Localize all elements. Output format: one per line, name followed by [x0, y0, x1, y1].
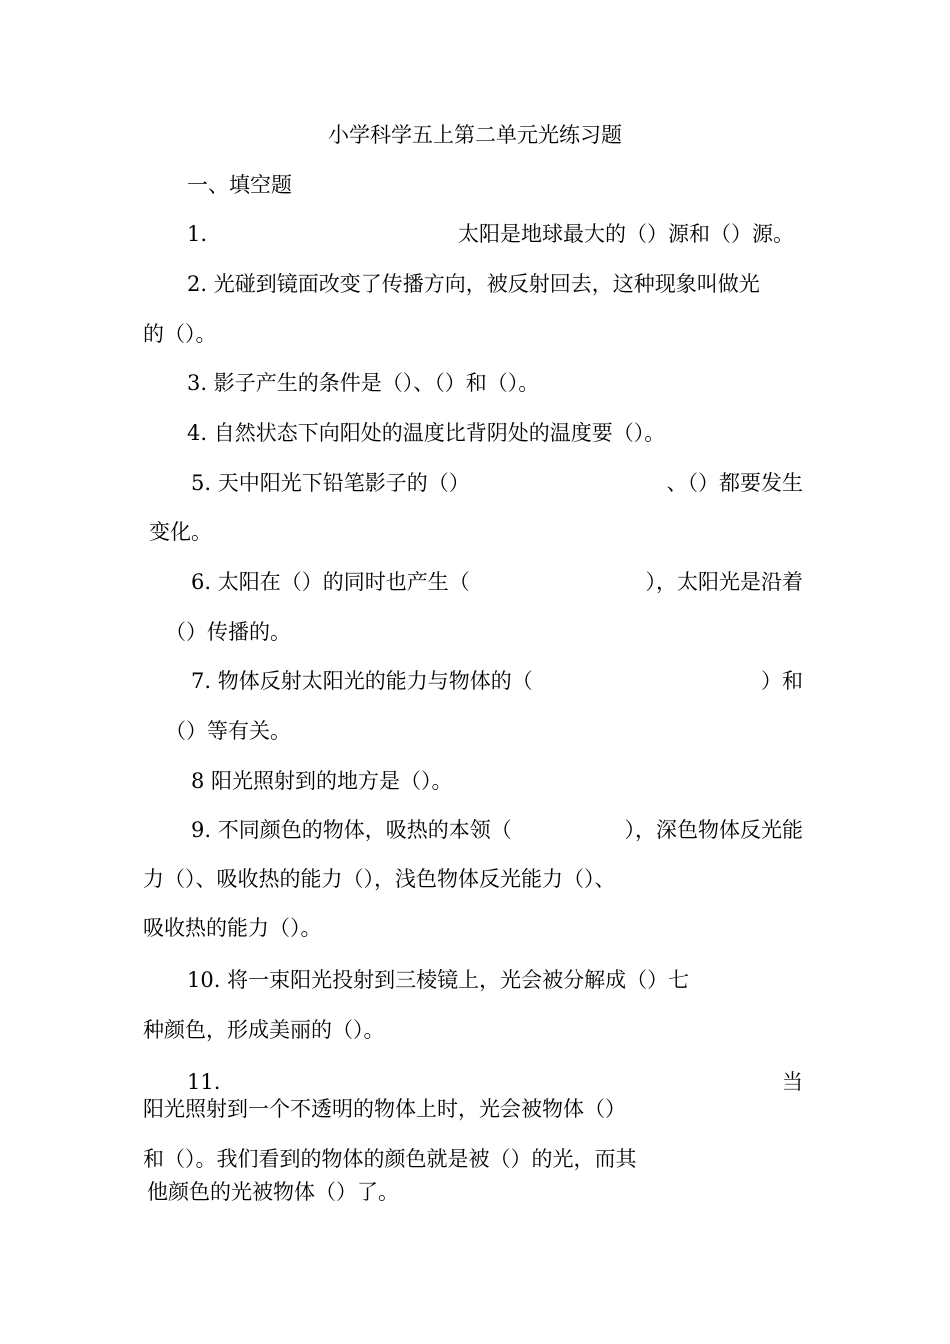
page-title: 小学科学五上第二单元光练习题	[328, 123, 622, 147]
question-9-line-1	[191, 816, 803, 844]
question-6-line-1	[191, 568, 803, 596]
question-11-line-3: 和（）。我们看到的物体的颜色就是被（）的光，而其	[143, 1147, 637, 1171]
question-5-line-1	[191, 469, 803, 497]
question-11-line-4: 他颜色的光被物体（）了。	[147, 1180, 399, 1204]
question-5-part-2: 、（）都要发生	[666, 471, 803, 495]
question-2-line-2: 的（）。	[143, 322, 217, 346]
question-9-line-3: 吸收热的能力（）。	[143, 916, 322, 940]
question-6-part-2: ），太阳光是沿着	[645, 570, 803, 594]
question-7-line-1	[191, 667, 803, 695]
question-9-line-2: 力（）、吸收热的能力（），浅色物体反光能力（）、	[143, 867, 616, 891]
question-11-number: 11.	[187, 1070, 221, 1094]
question-10-line-2: 种颜色，形成美丽的（）。	[143, 1018, 385, 1042]
question-11-tail: 当	[782, 1070, 803, 1094]
question-11-line-1	[187, 1068, 803, 1096]
question-9-part-1: 9. 不同颜色的物体，吸热的本领（	[191, 818, 512, 842]
question-1-number: 1.	[187, 222, 208, 246]
question-6-line-2: （）传播的。	[165, 620, 291, 644]
question-6-part-1: 6. 太阳在（）的同时也产生（	[191, 570, 470, 594]
question-5-line-2: 变化。	[149, 520, 212, 544]
question-7-line-2: （）等有关。	[165, 719, 291, 743]
question-10-line-1: 10. 将一束阳光投射到三棱镜上，光会被分解成（）七	[187, 968, 690, 992]
question-5-part-1: 5. 天中阳光下铅笔影子的（）	[191, 471, 470, 495]
question-8-text: 8 阳光照射到的地方是（）。	[191, 769, 453, 793]
question-11-line-2: 阳光照射到一个不透明的物体上时，光会被物体（）	[143, 1097, 626, 1121]
section-heading: 一、填空题	[187, 173, 292, 197]
question-4-text: 4. 自然状态下向阳处的温度比背阴处的温度要（）。	[187, 421, 666, 445]
question-3-text: 3. 影子产生的条件是（）、（）和（）。	[187, 371, 540, 395]
question-9-part-2: ），深色物体反光能	[624, 818, 803, 842]
question-7-part-1: 7. 物体反射太阳光的能力与物体的（	[191, 669, 533, 693]
question-7-part-2: ）和	[761, 669, 803, 693]
question-2-line-1: 2. 光碰到镜面改变了传播方向，被反射回去，这种现象叫做光	[187, 272, 760, 296]
question-1-text: 太阳是地球最大的（）源和（）源。	[458, 222, 794, 246]
